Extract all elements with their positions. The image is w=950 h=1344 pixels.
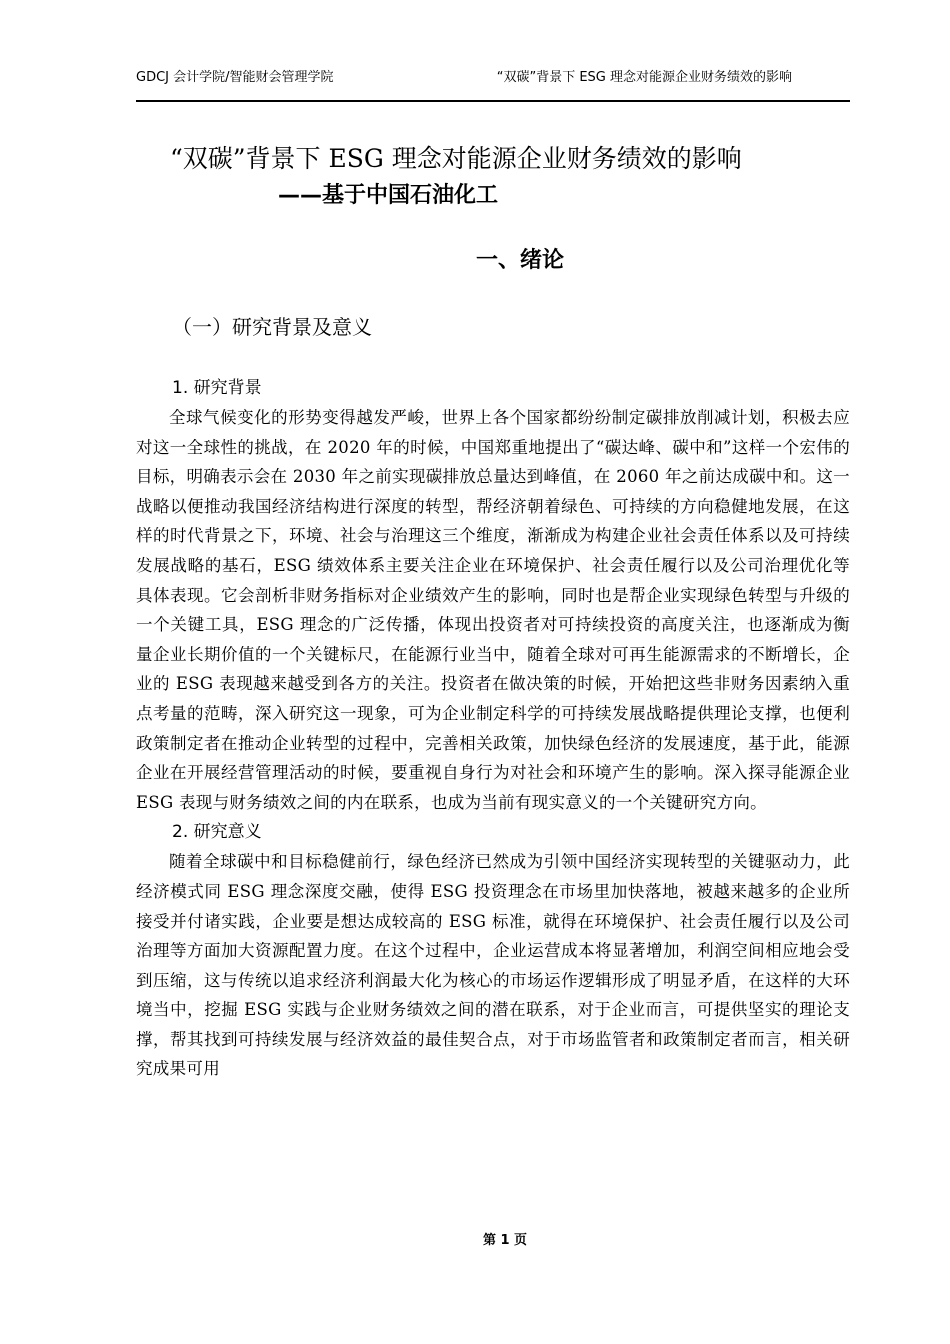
page-header — [136, 68, 850, 88]
document-title: “双碳”背景下 ESG 理念对能源企业财务绩效的影响 — [170, 144, 742, 173]
body-text — [136, 373, 850, 1084]
header-institution: GDCJ 会计学院/智能财会管理学院 — [136, 70, 334, 85]
chapter-heading: 一、绪论 — [475, 248, 564, 273]
header-document-title: “双碳”背景下 ESG 理念对能源企业财务绩效的影响 — [496, 70, 792, 85]
subsection-heading-background: 1. 研究背景 — [172, 378, 262, 398]
paragraph-significance: 随着全球碳中和目标稳健前行，绿色经济已然成为引领中国经济实现转型的关键驱动力，此经济模式同 ESG 理念深度交融，使得 ESG 投资理念在市场里加快落地，被越来越多的企业所接受并付诸实践，企业要是想达成较高的 ESG 标准，就得在环境保护、社会责任履行以及公司治理等方面加大资源配置力度。在这个过程中，企业运营成本将显著增加，利润空间相应地会受到压缩，这与传统以追求经济利润最大化为核心的市场运作逻辑形成了明显矛盾，在这样的大环境当中，挖掘 ESG 实践与企业财务绩效之间的潜在联系，对于企业而言，可提供坚实的理论支撑，帮其找到可持续发展与经济效益的最佳契合点，对于市场监管者和政策制定者而言，相关研究成果可用 — [136, 852, 850, 1079]
page-number: 第 1 页 — [482, 1233, 528, 1248]
header-divider — [136, 100, 850, 102]
paragraph-background: 全球气候变化的形势变得越发严峻，世界上各个国家都纷纷制定碳排放削减计划，积极去应对这一全球性的挑战，在 2020 年的时候，中国郑重地提出了“碳达峰、碳中和”这样一个宏伟的目标，明确表示会在 2030 年之前实现碳排放总量达到峰值，在 2060 年之前达成碳中和。这一战略以便推动我国经济结构进行深度的转型，帮经济朝着绿色、可持续的方向稳健地发展，在这样的时代背景之下，环境、社会与治理这三个维度，渐渐成为构建企业社会责任体系以及可持续发展战略的基石，ESG 绩效体系主要关注企业在环境保护、社会责任履行以及公司治理优化等具体表现。它会剖析非财务指标对企业绩效产生的影响，同时也是帮企业实现绿色转型与升级的一个关键工具，ESG 理念的广泛传播，体现出投资者对可持续投资的高度关注，也逐渐成为衡量企业长期价值的一个关键标尺，在能源行业当中，随着全球对可再生能源需求的不断增长，企业的 ESG 表现越来越受到各方的关注。投资者在做决策的时候，开始把这些非财务因素纳入重点考量的范畴，深入研究这一现象，可为企业制定科学的可持续发展战略提供理论支撑，也便利政策制定者在推动企业转型的过程中，完善相关政策，加快绿色经济的发展速度，基于此，能源企业在开展经营管理活动的时候，要重视自身行为对社会和环境产生的影响。深入探寻能源企业 ESG 表现与财务绩效之间的内在联系，也成为当前有现实意义的一个关键研究方向。 — [136, 408, 850, 812]
subsection-heading-significance: 2. 研究意义 — [172, 822, 262, 843]
document-subtitle: ——基于中国石油化工 — [278, 183, 499, 208]
section-heading: （一）研究背景及意义 — [172, 315, 372, 339]
